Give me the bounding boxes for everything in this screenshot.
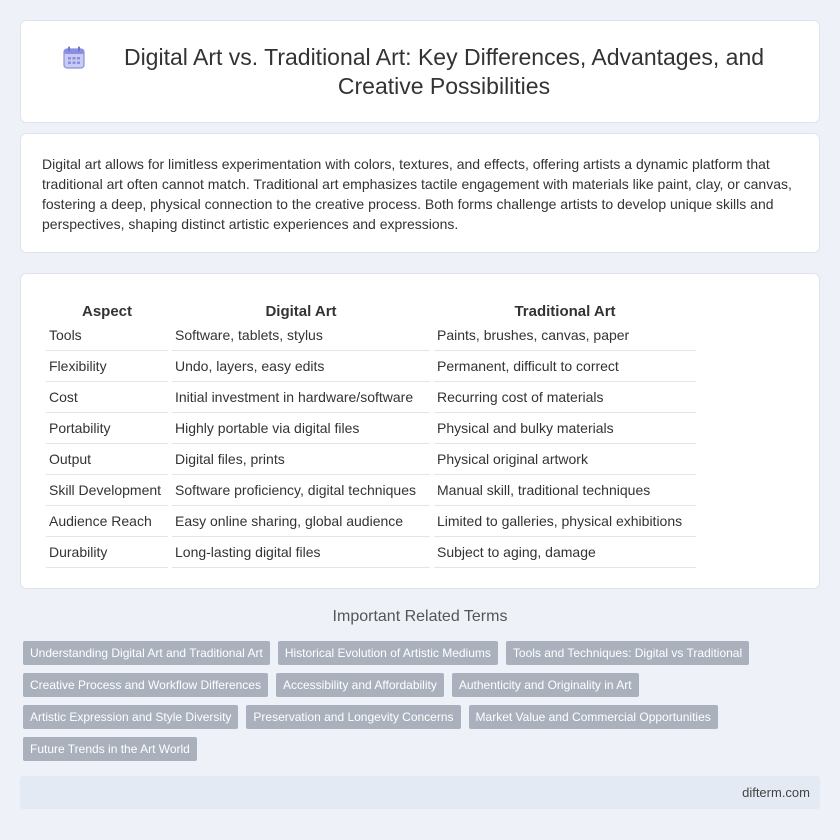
table-row <box>46 351 696 382</box>
related-term-tag[interactable]: Historical Evolution of Artistic Mediums <box>278 641 498 665</box>
intro-card <box>20 133 820 253</box>
cell-digital: Initial investment in hardware/software <box>172 382 430 413</box>
page-title: Digital Art vs. Traditional Art: Key Differences, Advantages, and Creative Possibilities <box>123 43 765 99</box>
cell-aspect: Skill Development <box>46 475 168 506</box>
cell-traditional: Physical and bulky materials <box>434 413 696 444</box>
cell-aspect: Cost <box>46 382 168 413</box>
cell-traditional: Paints, brushes, canvas, paper <box>434 320 696 351</box>
title-card <box>20 20 820 123</box>
footer-site-link[interactable]: difterm.com <box>742 785 810 800</box>
comparison-card <box>20 273 820 589</box>
cell-traditional: Physical original artwork <box>434 444 696 475</box>
table-row <box>46 475 696 506</box>
related-term-tag[interactable]: Artistic Expression and Style Diversity <box>23 705 238 729</box>
header-aspect: Aspect <box>81 303 133 320</box>
header-traditional-art: Traditional Art <box>514 303 616 320</box>
cell-aspect: Output <box>46 444 168 475</box>
cell-aspect: Flexibility <box>46 351 168 382</box>
comparison-table <box>42 296 700 568</box>
table-row <box>46 537 696 568</box>
cell-digital: Easy online sharing, global audience <box>172 506 430 537</box>
table-row <box>46 506 696 537</box>
cell-traditional: Limited to galleries, physical exhibitions <box>434 506 696 537</box>
related-term-tag[interactable]: Creative Process and Workflow Differences <box>23 673 268 697</box>
cell-aspect: Durability <box>46 537 168 568</box>
header-digital-art: Digital Art <box>265 303 337 320</box>
cell-digital: Undo, layers, easy edits <box>172 351 430 382</box>
related-terms-list <box>23 641 803 761</box>
table-header-row <box>46 296 696 320</box>
footer <box>20 776 820 809</box>
calendar-icon <box>61 45 87 71</box>
related-terms-heading: Important Related Terms <box>332 608 508 625</box>
related-term-tag[interactable]: Future Trends in the Art World <box>23 737 197 761</box>
cell-aspect: Tools <box>46 320 168 351</box>
cell-digital: Software proficiency, digital techniques <box>172 475 430 506</box>
table-row <box>46 320 696 351</box>
cell-traditional: Subject to aging, damage <box>434 537 696 568</box>
related-term-tag[interactable]: Preservation and Longevity Concerns <box>246 705 460 729</box>
cell-aspect: Audience Reach <box>46 506 168 537</box>
related-term-tag[interactable]: Understanding Digital Art and Traditional Art <box>23 641 270 665</box>
cell-traditional: Recurring cost of materials <box>434 382 696 413</box>
intro-paragraph: Digital art allows for limitless experimentation with colors, textures, and effects, offering artists a dynamic platform that traditional art often cannot match. Traditional art emphasizes tactile engagement with materials like paint, clay, or canvas, fostering a deep, physical connection to the creative process. Both forms challenge artists to develop unique skills and perspectives, shaping distinct artistic experiences and expressions. <box>42 156 792 232</box>
table-row <box>46 413 696 444</box>
cell-digital: Highly portable via digital files <box>172 413 430 444</box>
cell-digital: Long-lasting digital files <box>172 537 430 568</box>
table-row <box>46 444 696 475</box>
cell-traditional: Manual skill, traditional techniques <box>434 475 696 506</box>
related-term-tag[interactable]: Accessibility and Affordability <box>276 673 444 697</box>
cell-digital: Software, tablets, stylus <box>172 320 430 351</box>
related-term-tag[interactable]: Authenticity and Originality in Art <box>452 673 639 697</box>
cell-traditional: Permanent, difficult to correct <box>434 351 696 382</box>
related-term-tag[interactable]: Tools and Techniques: Digital vs Traditional <box>506 641 749 665</box>
cell-digital: Digital files, prints <box>172 444 430 475</box>
related-term-tag[interactable]: Market Value and Commercial Opportunities <box>469 705 718 729</box>
cell-aspect: Portability <box>46 413 168 444</box>
table-row <box>46 382 696 413</box>
